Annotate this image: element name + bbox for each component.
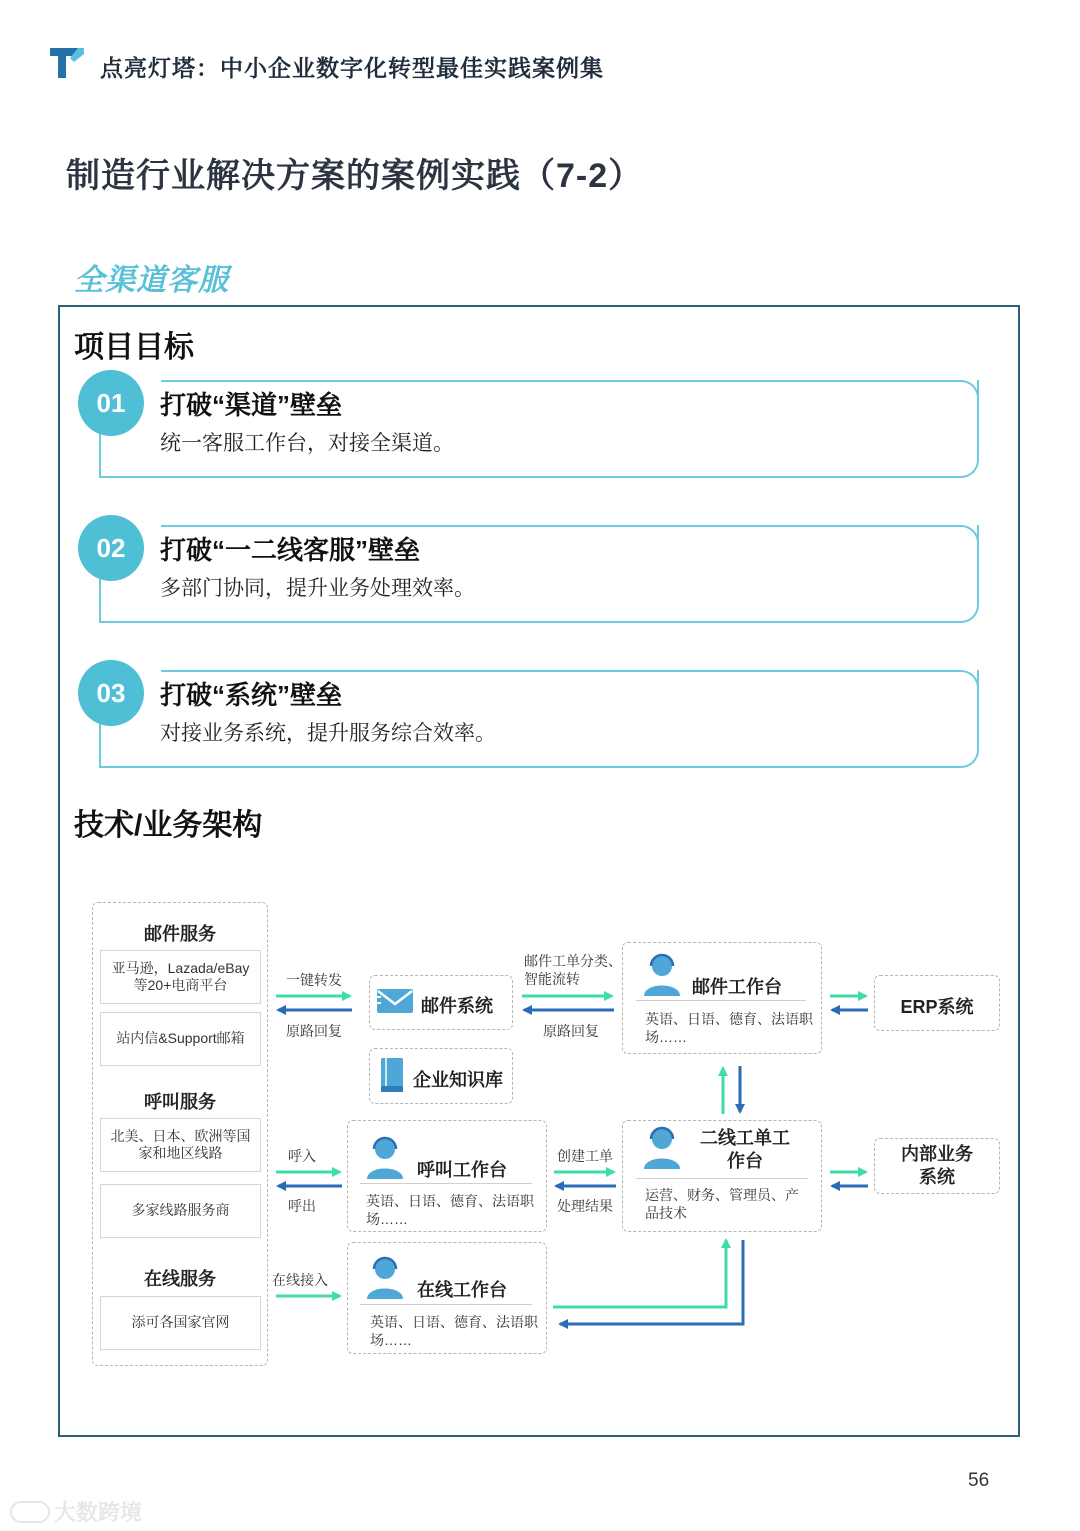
arrow-label-call-in: 呼入 <box>288 1148 316 1164</box>
goal-desc-2: 多部门协同，提升业务处理效率。 <box>160 577 475 600</box>
watermark <box>10 1496 142 1527</box>
mail-workbench-desc: 英语、日语、德育、法语职场…… <box>645 1011 813 1046</box>
online-channel-item: 添可各国家官网 <box>100 1296 261 1350</box>
mail-channel-item: 站内信&Support邮箱 <box>100 1012 261 1066</box>
goals-heading: 项目目标 <box>74 331 194 364</box>
goal-number-3: 03 <box>78 660 144 726</box>
arrow-label-reply: 原路回复 <box>543 1023 599 1039</box>
book-icon <box>377 1056 407 1096</box>
call-workbench-title: 呼叫工作台 <box>417 1160 507 1180</box>
online-workbench-title: 在线工作台 <box>417 1280 507 1300</box>
second-line-workbench-title: 二线工单工作台 <box>700 1128 790 1171</box>
call-workbench-desc: 英语、日语、德育、法语职场…… <box>366 1193 534 1228</box>
internal-system-label: 内部业务系统 <box>901 1144 973 1188</box>
online-workbench-desc: 英语、日语、德育、法语职场…… <box>370 1314 538 1349</box>
agent-icon <box>642 952 682 996</box>
arrow-label-reply: 原路回复 <box>286 1023 342 1039</box>
goal-title-3: 打破“系统”壁垒 <box>160 680 343 710</box>
knowledge-base-label: 企业知识库 <box>413 1070 503 1090</box>
divider <box>636 1000 806 1001</box>
divider <box>360 1183 532 1184</box>
goal-title-2: 打破“一二线客服”壁垒 <box>160 535 421 565</box>
agent-icon <box>642 1125 682 1169</box>
mail-system-label: 邮件系统 <box>421 996 493 1016</box>
header-title: 点亮灯塔：中小企业数字化转型最佳实践案例集 <box>100 55 604 81</box>
mail-workbench-title: 邮件工作台 <box>692 977 782 997</box>
arrow-label-forward: 一键转发 <box>286 972 342 988</box>
section-label: 全渠道客服 <box>74 264 229 297</box>
call-channel-item: 北美、日本、欧洲等国家和地区线路 <box>100 1118 261 1172</box>
online-service-title: 在线服务 <box>144 1269 216 1289</box>
watermark-logo-icon <box>10 1501 50 1523</box>
arrow-label-create-ticket: 创建工单 <box>557 1148 613 1164</box>
arrow-label-online-in: 在线接入 <box>272 1272 328 1288</box>
divider <box>636 1178 808 1179</box>
watermark-text: 大数跨境 <box>54 1500 143 1525</box>
erp-system-label: ERP系统 <box>900 997 974 1017</box>
mail-channel-item: 亚马逊，Lazada/eBay等20+电商平台 <box>100 950 261 1004</box>
divider <box>360 1304 532 1305</box>
goal-desc-3: 对接业务系统，提升服务综合效率。 <box>160 722 496 745</box>
goal-title-1: 打破“渠道”壁垒 <box>160 390 343 420</box>
envelope-icon <box>375 985 415 1017</box>
goal-number-2: 02 <box>78 515 144 581</box>
arrow-label-classify: 邮件工单分类、智能流转 <box>524 953 622 988</box>
agent-icon <box>365 1255 405 1299</box>
call-service-title: 呼叫服务 <box>144 1092 216 1112</box>
agent-icon <box>365 1135 405 1179</box>
arrow-label-call-out: 呼出 <box>288 1198 316 1214</box>
goal-desc-1: 统一客服工作台，对接全渠道。 <box>160 432 454 455</box>
arch-heading: 技术/业务架构 <box>74 809 263 842</box>
lighthouse-logo-icon <box>48 46 86 80</box>
mail-service-title: 邮件服务 <box>144 924 216 944</box>
goal-number-1: 01 <box>78 370 144 436</box>
page-title: 制造行业解决方案的案例实践（7-2） <box>66 157 644 195</box>
second-line-workbench-desc: 运营、财务、管理员、产品技术 <box>645 1187 799 1222</box>
call-channel-item: 多家线路服务商 <box>100 1184 261 1238</box>
arrow-label-result: 处理结果 <box>557 1198 613 1214</box>
page-number: 56 <box>968 1470 990 1491</box>
